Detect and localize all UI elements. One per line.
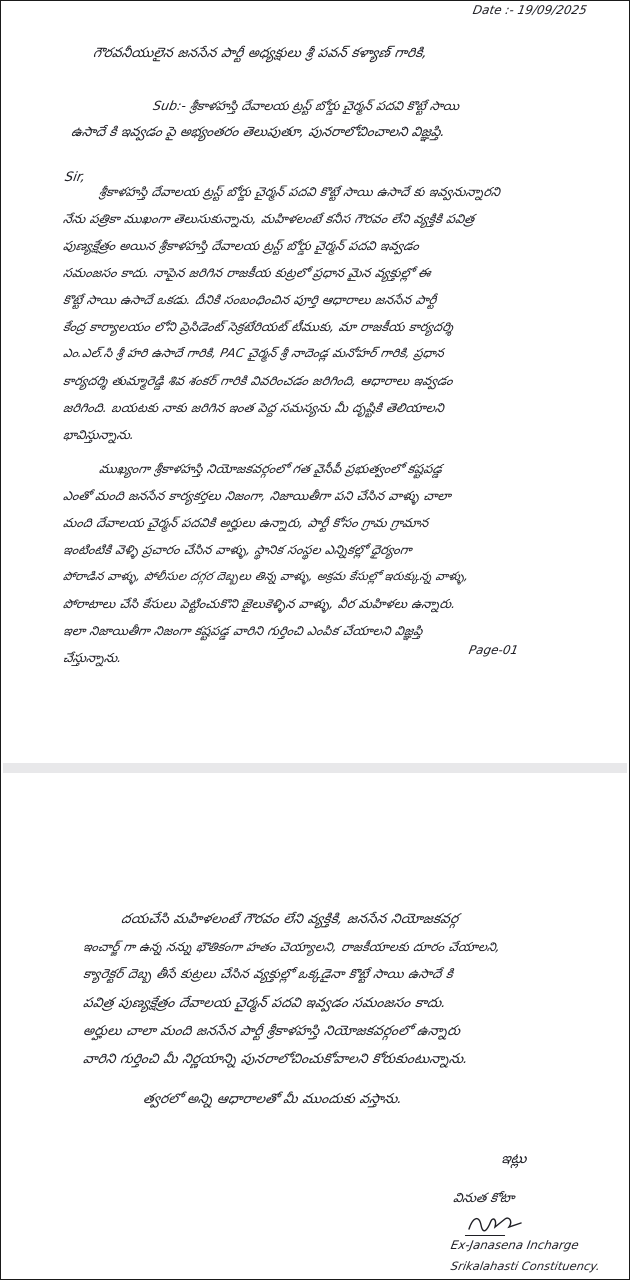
signature-mark bbox=[465, 1213, 525, 1235]
page-separator bbox=[3, 763, 627, 773]
page1-line: భావిస్తున్నాను. bbox=[62, 427, 136, 442]
page2-line: త్వరలో అన్ని ఆధారాలతో మీ ముందుకు వస్తాను. bbox=[141, 1091, 404, 1107]
page1-line: ముఖ్యంగా శ్రీకాళహస్తి నియోజకవర్గంలో గత వైసీపీ ప్రభుత్వంలో కష్టపడ్డ bbox=[98, 461, 444, 476]
page1-line: ఎంతో మంది జనసేన కార్యకర్తలు నిజంగా, నిజాయితీగా పని చేసిన వాళ్ళు చాలా bbox=[62, 488, 453, 503]
salutation-line: గౌరవనీయులైన జనసేన పార్టీ అధ్యక్షులు శ్రీ పవన్ కళ్యాణ్ గారికి, bbox=[91, 45, 429, 61]
closing-word: ఇట్లు bbox=[499, 1151, 528, 1167]
page1-line: పోరాటాలు చేసి కేసులు పెట్టించుకొని జైలుకెళ్ళిన వాళ్ళు, వీర మహిళలు ఉన్నారు. bbox=[62, 596, 458, 611]
page2-line: అర్హులు చాలా మంది జనసేన పార్టీ శ్రీకాళహస్తి నియోజకవర్గంలో ఉన్నారు bbox=[81, 1023, 462, 1039]
page2-line: ఇంచార్జ్ గా ఉన్న నన్ను భౌతికంగా హతం చెయ్యాలని, రాజకీయాలకు దూరం చేయాలని, bbox=[81, 939, 502, 954]
page2-line: దయచేసి మహిళలంటే గౌరవం లేని వ్యక్తికి, జనసేన నియోజకవర్గ bbox=[119, 911, 460, 927]
page-number-label: Page-01 bbox=[467, 643, 520, 657]
letter-date: Date :- 19/09/2025 bbox=[471, 3, 589, 17]
page1-line: జరిగింది. బయటకు నాకు జరిగిన ఇంత పెద్ద సమస్యను మీ దృష్టికి తెలియాలని bbox=[62, 400, 446, 415]
sender-constituency: Srikalahasti Constituency. bbox=[449, 1259, 602, 1273]
page2-line: వారిని గుర్తించి మీ నిర్ణయాన్ని పునరాలోచించుకోవాలని కోరుకుంటున్నాను. bbox=[81, 1051, 470, 1067]
page1-line: కేంద్ర కార్యాలయం లోని ప్రెసిడెంట్ సెక్రటేరియట్ టీముకు, మా రాజకీయ కార్యదర్శి bbox=[62, 319, 455, 334]
page1-line: కార్యదర్శి తుమ్మారెడ్డి శివ శంకర్ గారికి వివరించడం జరిగింది, ఆధారాలు ఇవ్వడం bbox=[62, 373, 455, 388]
page1-line: పుణ్యక్షేత్రం అయిన శ్రీకాళహస్తి దేవాలయ ట్రస్ట్ బోర్డు చైర్మన్ పదవి ఇవ్వడం bbox=[62, 238, 421, 253]
page2-line: క్యారెక్టర్ దెబ్బ తీసే కుట్రలు చేసిన వ్యక్తుల్లో ఒక్కడైనా కొట్టే సాయి ఉసాదే కి bbox=[81, 967, 455, 982]
page1-line: పోరాడిన వాళ్ళు, పోలీసుల దగ్గర దెబ్బలు తిన్న వాళ్ళు, అక్రమ కేసుల్లో ఇరుక్కున్న వాళ్ళు, bbox=[62, 569, 470, 583]
sender-title: Ex-Janasena Incharge bbox=[449, 1238, 580, 1252]
page1-line: ఇంటింటికి వెళ్ళి ప్రచారం చేసిన వాళ్ళు, స్థానిక సంస్థల ఎన్నికల్లో ధైర్యంగా bbox=[62, 542, 414, 557]
page1-line: మంది దేవాలయ చైర్మన్ పదవికి అర్హులు ఉన్నారు, పార్టీ కోసం గ్రామ గ్రామాన bbox=[62, 515, 430, 530]
sender-name: వినుత కోటా bbox=[451, 1191, 516, 1206]
page1-line: సమంజసం కాదు. నాపైన జరిగిన రాజకీయ కుట్రలో ప్రధాన మైన వ్యక్తుల్లో ఈ bbox=[62, 265, 433, 280]
page1-line: కొట్టే సాయి ఉసాదే ఒకడు. దీనికి సంబంధించిన పూర్తి ఆధారాలు జనసేన పార్టీ bbox=[62, 292, 438, 307]
page1-line: చేస్తున్నాను. bbox=[62, 650, 124, 665]
page1-line: శ్రీకాళహస్తి దేవాలయ ట్రస్ట్ బోర్డు చైర్మన్ పదవి కొట్టే సాయి ఉసాదే కు ఇవ్వనున్నారని bbox=[98, 184, 502, 199]
page1-line: నేను పత్రికా ముఖంగా తెలుసుకున్నాను, మహిళలంటే కనీస గౌరవం లేని వ్యక్తికి పవిత్ర bbox=[62, 211, 476, 226]
page1-line: ఎం.ఎల్.సి శ్రీ హరి ఉసాదే గారికి, PAC చైర్మన్ శ్రీ నాదెండ్ల మనోహర్ గారికి, ప్రధాన bbox=[62, 346, 446, 360]
subject-line-1: Sub:- శ్రీకాళహస్తి దేవాలయ ట్రస్ట్ బోర్డు చైర్మన్ పదవి కొట్టే సాయి bbox=[152, 98, 461, 113]
letter-page-1 bbox=[3, 3, 627, 763]
greeting: Sir, bbox=[63, 170, 87, 185]
signature-underline bbox=[465, 1235, 505, 1236]
page2-line: పవిత్ర పుణ్యక్షేత్రం దేవాలయ చైర్మన్ పదవి ఇవ్వడం సమంజసం కాదు. bbox=[81, 995, 448, 1011]
letter-page-2 bbox=[3, 773, 627, 1277]
subject-line-2: ఉసాదే కి ఇవ్వడం పై అభ్యంతరం తెలుపుతూ, పునరాలోచించాలని విజ్ఞప్తి. bbox=[69, 125, 447, 140]
page1-line: ఇలా నిజాయితీగా నిజంగా కష్టపడ్డ వారిని గుర్తించి ఎంపిక చేయాలని విజ్ఞప్తి bbox=[62, 623, 425, 638]
